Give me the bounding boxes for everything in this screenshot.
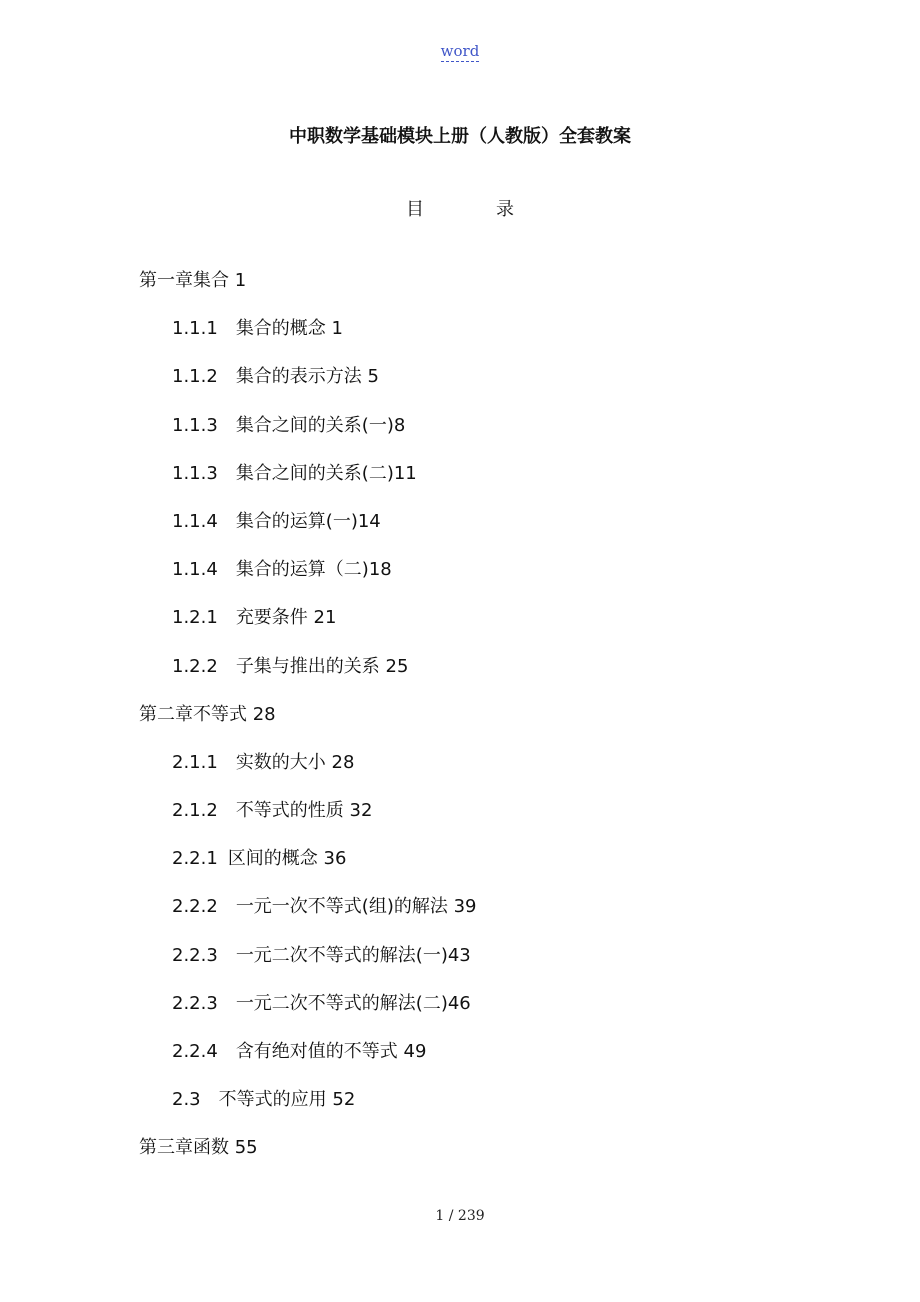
page-number <box>0 1206 920 1226</box>
toc-entry-number: 2.2.4 <box>172 1041 218 1062</box>
toc-entry-text: 集合之间的关系(一)8 <box>235 414 406 436</box>
toc-section-entry[interactable] <box>0 941 920 989</box>
toc-chapter-entry[interactable] <box>0 266 920 314</box>
toc-entry-text: 区间的概念 36 <box>227 848 347 870</box>
page-total: 239 <box>457 1208 485 1224</box>
toc-section-entry[interactable] <box>0 1085 920 1133</box>
toc-section-entry[interactable] <box>0 411 920 459</box>
toc-entry-text: 含有绝对值的不等式 49 <box>235 1041 427 1062</box>
toc-section-entry[interactable] <box>0 796 920 844</box>
header-word-link-container <box>0 41 920 61</box>
toc-entry-number: 2.2.1 <box>172 848 218 870</box>
toc-entry-number: 1.2.2 <box>172 655 218 677</box>
toc-entry-number: 1.1.4 <box>172 559 218 581</box>
toc-heading-right: 录 <box>496 199 514 220</box>
toc-entry-text: 不等式的应用 52 <box>218 1089 356 1111</box>
toc-section-entry[interactable] <box>0 507 920 555</box>
toc-entry-text: 第三章函数 55 <box>139 1137 258 1159</box>
toc-entry-text: 第二章不等式 28 <box>139 703 276 725</box>
toc-entry-text: 集合的概念 1 <box>235 318 343 340</box>
toc-entry-text: 子集与推出的关系 25 <box>235 655 409 677</box>
page-separator: / <box>448 1208 454 1224</box>
toc-entry-number: 1.1.3 <box>172 414 218 436</box>
toc-entry-text: 一元二次不等式的解法(一)43 <box>235 944 471 966</box>
toc-section-entry[interactable] <box>0 362 920 410</box>
toc-entry-number: 1.2.1 <box>172 607 218 629</box>
toc-section-entry[interactable] <box>0 652 920 700</box>
toc-entry-number: 2.1.2 <box>172 800 218 822</box>
toc-entry-number: 1.1.3 <box>172 462 218 484</box>
toc-section-entry[interactable] <box>0 892 920 940</box>
toc-chapter-entry[interactable] <box>0 1133 920 1181</box>
toc-entry-text: 实数的大小 28 <box>235 751 355 773</box>
toc-entry-text: 集合的运算(一)14 <box>235 510 381 532</box>
toc-entry-text: 不等式的性质 32 <box>235 800 373 822</box>
toc-chapter-entry[interactable] <box>0 700 920 748</box>
toc-section-entry[interactable] <box>0 989 920 1037</box>
document-title: 中职数学基础模块上册（人教版）全套教案 <box>289 126 631 147</box>
toc-section-entry[interactable] <box>0 314 920 362</box>
toc-section-entry[interactable] <box>0 603 920 651</box>
toc-entry-text: 第一章集合 1 <box>139 270 247 291</box>
toc-section-entry[interactable] <box>0 555 920 603</box>
toc-entry-number: 2.3 <box>172 1089 201 1111</box>
toc-entry-text: 集合的运算（二)18 <box>235 559 392 581</box>
page-current: 1 <box>435 1208 445 1224</box>
toc-heading <box>0 198 920 222</box>
toc-entry-number: 2.1.1 <box>172 751 218 773</box>
toc-entry-number: 1.1.1 <box>172 318 218 340</box>
toc-entry-number: 2.2.3 <box>172 992 218 1014</box>
table-of-contents <box>0 266 920 1182</box>
toc-entry-number: 2.2.2 <box>172 896 218 918</box>
toc-entry-number: 2.2.3 <box>172 944 218 966</box>
toc-entry-text: 一元一次不等式(组)的解法 39 <box>235 896 477 918</box>
toc-entry-text: 集合之间的关系(二)11 <box>235 462 417 484</box>
toc-entry-text: 集合的表示方法 5 <box>235 366 379 388</box>
toc-section-entry[interactable] <box>0 1037 920 1085</box>
toc-section-entry[interactable] <box>0 459 920 507</box>
toc-section-entry[interactable] <box>0 844 920 892</box>
toc-entry-number: 1.1.4 <box>172 510 218 532</box>
word-link[interactable]: word <box>440 42 480 60</box>
toc-section-entry[interactable] <box>0 748 920 796</box>
toc-entry-number: 1.1.2 <box>172 366 218 388</box>
toc-entry-text: 一元二次不等式的解法(二)46 <box>235 992 471 1014</box>
toc-entry-text: 充要条件 21 <box>235 607 337 629</box>
toc-heading-left: 目 <box>406 199 424 220</box>
